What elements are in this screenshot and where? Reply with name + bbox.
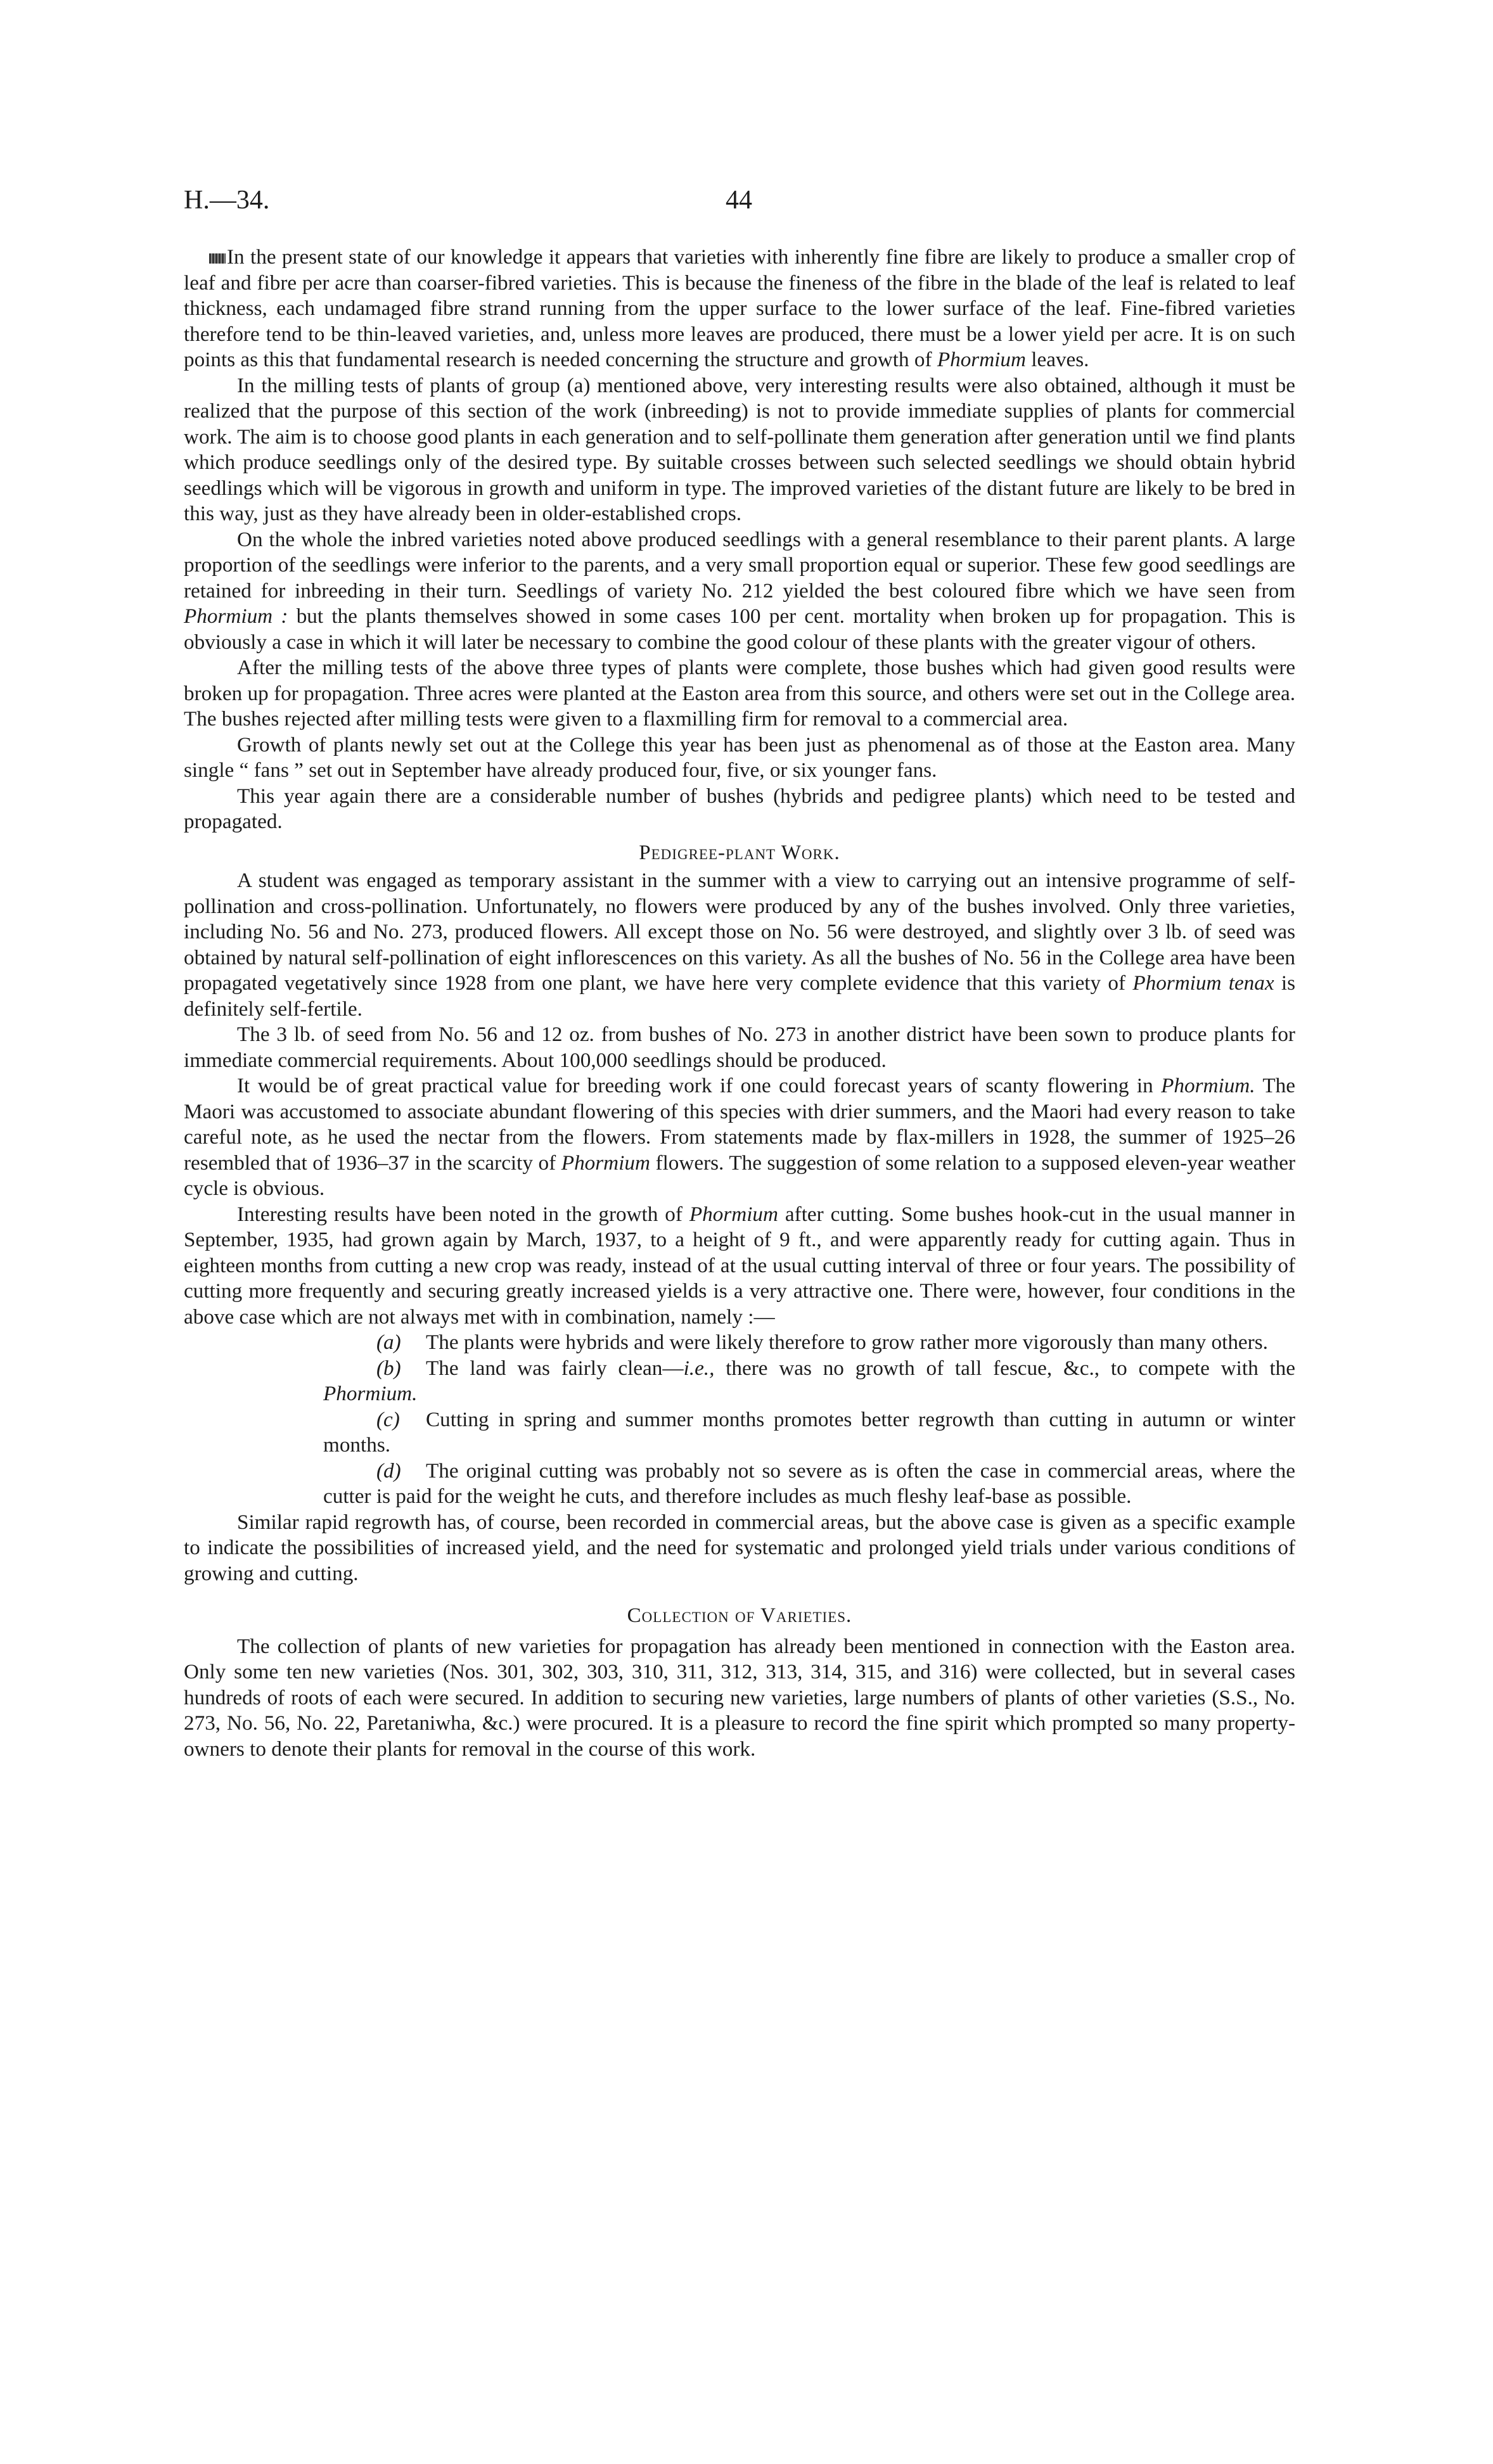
body-text [184, 245, 1295, 1762]
paragraph-text: A student was engaged as temporary assistant in the summer with a view to carrying out an intensive programme of self-pollination and cross-pollination. Unfortunately, no flowers were produced by any of the bushes involved. Only three varieties, including No. 56 and No. 273, produced flowers. All except those on No. 56 were destroyed, and slightly over 3 lb. of seed was obtained by natural self-pollination of eight inflorescences on this variety. As all the bushes of No. 56 in the College area have been propagated vegetatively since 1928 from one plant, we have here very complete evidence that this variety of [184, 869, 1295, 995]
paragraph-text: flowers. The suggestion of some relation to a supposed eleven-year weather cycle is obvious. [184, 1151, 1296, 1200]
paragraph-text: In the present state of our knowledge it appears that varieties with inherently fine fibre are likely to produce a smaller crop of leaf and fibre per acre than coarser-fibred varieties. This is because the fineness of the fibre in the blade of the leaf is related to leaf thickness, each undamaged fibre strand running from the upper surface to the lower surface of the leaf. Fine-fibred varieties therefore tend to be thin-leaved varieties, and, unless more leaves are produced, there must be a lower yield per acre. It is on such points as this that fundamental research is needed concerning the structure and growth of [184, 245, 1295, 371]
paragraph-regrowth [184, 1202, 1295, 1331]
condition-text: there was no growth of tall fescue, &c., to compete with the [726, 1356, 1295, 1380]
page-header [184, 185, 1312, 223]
paragraph-flowering-forecast [184, 1073, 1295, 1202]
paragraph-text: after cutting. Some bushes hook-cut in the usual manner in September, 1935, had grown again by March, 1937, to a height of 9 ft., and were apparently ready for cutting again. Thus in eighteen months from cutting a new crop was ready, instead of at the usual cutting interval of three or four years. The possibility of cutting more frequently and securing greatly increased yields is a very attractive one. There were, however, four conditions in the above case which are not always met with in combination, namely :— [184, 1202, 1296, 1329]
paragraph-text: Interesting results have been noted in the growth of [237, 1202, 682, 1226]
section-heading-collection: Collection of Varieties. [627, 1604, 852, 1627]
paragraph-growth: Growth of plants newly set out at the College this year has been just as phenomenal as of those at the Easton area. Many single “ fans ” set out in September have already produced four, five, or six younger fans. [184, 732, 1295, 782]
italic-term: i.e., [683, 1356, 715, 1380]
condition-label: (d) [376, 1459, 401, 1483]
paragraph-text: but the plants themselves showed in some cases 100 per cent. mortality when broken up for propagation. This is obviously a case in which it will later be necessary to combine the good colour of these plants with the greater vigour of others. [184, 604, 1295, 654]
paragraph-text: is definitely self-fertile. [184, 971, 1296, 1021]
italic-term: Phormium. [323, 1382, 418, 1405]
condition-label: (b) [376, 1356, 401, 1380]
condition-item [184, 1330, 1295, 1356]
condition-label: (a) [376, 1331, 401, 1354]
paragraph-collection: The collection of plants of new varieties for propagation has already been mentioned in connection with the Easton area. Only some ten new varieties (Nos. 301, 302, 303, 310, 311, 312, 313, 314, 315, and 316) were collected, but in several cases hundreds of roots of each were secured. In addition to securing new varieties, large numbers of plants of other varieties (S.S., No. 273, No. 56, No. 22, Paretaniwha, &c.) were procured. It is a pleasure to record the fine spirit which prompted so many property-owners to denote their plants for removal in the course of this work. [184, 1634, 1295, 1761]
condition-text: The original cutting was probably not so severe as is often the case in commercial areas, where the cutter is paid for the weight he cuts, and therefore includes as much fleshy leaf-base as possible. [323, 1459, 1295, 1508]
italic-term: Phormium tenax [1132, 971, 1274, 995]
paragraph-inbred-varieties [184, 527, 1295, 656]
paragraph-milling-tests: In the milling tests of plants of group (a) mentioned above, very interesting results were also obtained, although it must be realized that the purpose of this section of the work (inbreeding) is not to provide immediate supplies of plants for commercial work. The aim is to choose good plants in each generation and to self-pollinate them generation after generation until we find plants which produce seedlings only of the desired type. By suitable crosses between such selected seedlings we should obtain hybrid seedlings which will be vigorous in growth and uniform in type. The improved varieties of the distant future are likely to be bred in this way, just as they have already been in older-established crops. [184, 373, 1295, 525]
italic-term: Phormium [689, 1202, 778, 1226]
paragraph-similar-regrowth: Similar rapid regrowth has, of course, been recorded in commercial areas, but the above case is given as a specific example to indicate the possibilities of increased yield, and the need for systematic and prolonged yield trials under various conditions of growing and cutting. [184, 1510, 1295, 1585]
document-reference: H.—34. [184, 186, 270, 215]
condition-item [184, 1459, 1295, 1510]
paragraph-text: On the whole the inbred varieties noted above produced seedlings with a general resemblance to their parent plants. A large proportion of the seedlings were inferior to the parents, and a very small proportion equal or superior. These few good seedlings are retained for inbreeding in their turn. Seedlings of variety No. 212 yielded the best coloured fibre which we have seen from [184, 527, 1295, 603]
italic-term: Phormium [561, 1151, 650, 1175]
paragraph-propagation: After the milling tests of the above three types of plants were complete, those bushes which had given good results were broken up for propagation. Three acres were planted at the Easton area from this source, and others were set out in the College area. The bushes rejected after milling tests were given to a flaxmilling firm for removal to a commercial area. [184, 656, 1295, 731]
section-heading-pedigree: Pedigree-plant Work. [639, 841, 840, 864]
paragraph-seed-sown: The 3 lb. of seed from No. 56 and 12 oz. from bushes of No. 273 in another district have been sown to produce plants for immediate commercial requirements. About 100,000 seedlings should be produced. [184, 1023, 1295, 1072]
paragraph-text: leaves. [1031, 348, 1089, 371]
paragraph-text: The Maori was accustomed to associate abundant flowering of this species with drier summers, and the Maori had every reason to take careful note, as he used the nectar from the flowers. From statements made by flax-millers in 1928, the summer of 1925–26 resembled that of 1936–37 in the scarcity of [184, 1074, 1295, 1175]
condition-text: The land was fairly clean— [426, 1356, 684, 1380]
paragraph-text: It would be of great practical value for breeding work if one could forecast years of scanty flowering in [237, 1074, 1153, 1097]
condition-item [184, 1407, 1295, 1459]
paragraph-bushes-tested: This year again there are a considerable number of bushes (hybrids and pedigree plants) which need to be tested and propagated. [184, 784, 1295, 833]
paragraph-pedigree-student [184, 868, 1295, 1022]
italic-term: Phormium [937, 348, 1026, 371]
condition-item [184, 1356, 1295, 1407]
condition-text: The plants were hybrids and were likely therefore to grow rather more vigorously than many others. [426, 1331, 1268, 1354]
printer-mark-icon [209, 253, 226, 264]
italic-term: Phormium. [1161, 1074, 1255, 1097]
condition-text: Cutting in spring and summer months promotes better regrowth than cutting in autumn or winter months. [323, 1407, 1295, 1457]
paragraph-fibre-fineness [184, 245, 1295, 373]
condition-label: (c) [376, 1407, 400, 1431]
page-number: 44 [726, 186, 752, 215]
italic-term: Phormium : [184, 604, 288, 628]
